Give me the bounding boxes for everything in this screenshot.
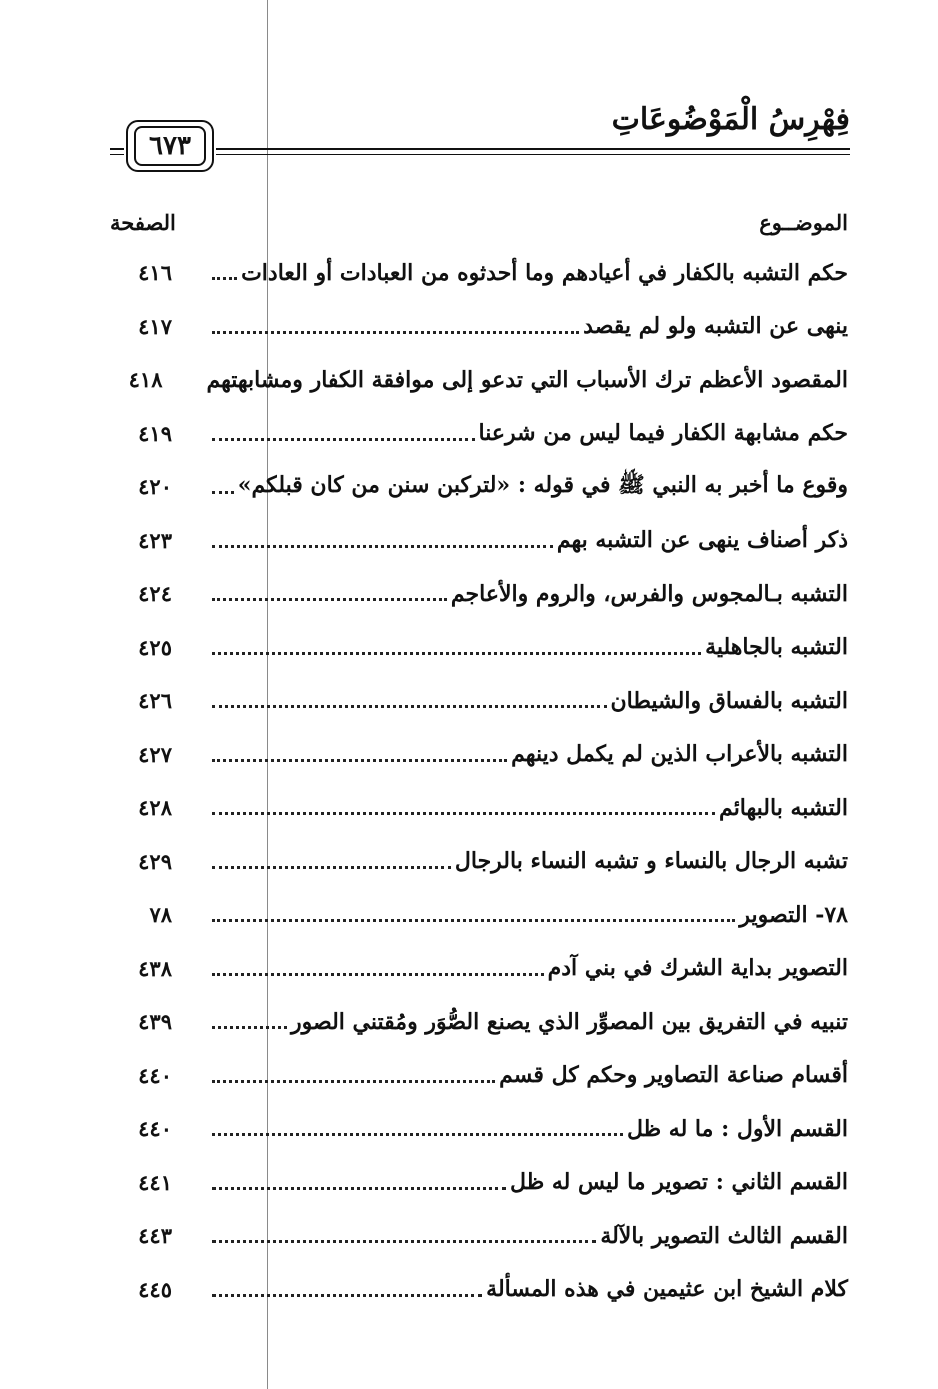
toc-entry[interactable]	[110, 1156, 848, 1210]
toc-entry-title: تنبيه في التفريق بين المصوِّر الذي يصنع الصُّوَر ومُقتني الصور	[291, 1008, 848, 1035]
toc-entry-title: التشبه بـالمجوس والفرس، والروم والأعاجم	[450, 580, 848, 607]
dot-leader	[212, 277, 237, 280]
dot-leader	[212, 652, 701, 655]
toc-entry-title: القسم الثالث التصوير بالآلة	[600, 1222, 848, 1249]
toc-entry-title: التشبه بالأعراب الذين لم يكمل دينهم	[511, 741, 848, 768]
dot-leader	[212, 1294, 482, 1297]
dot-leader	[212, 759, 507, 762]
toc-entry[interactable]	[110, 1209, 848, 1263]
toc-entry[interactable]	[110, 1263, 848, 1317]
toc-entry[interactable]	[110, 621, 848, 675]
toc-entry-page: ٤٢٨	[138, 795, 172, 821]
dot-leader	[212, 331, 579, 334]
toc-entry[interactable]	[110, 407, 848, 461]
toc-entry-page: ٤٤٥	[138, 1276, 172, 1302]
toc-entry[interactable]	[110, 353, 848, 407]
toc-entry[interactable]	[110, 1049, 848, 1103]
toc-entry[interactable]	[110, 942, 848, 996]
toc-entry-page: ٤١٧	[138, 313, 172, 339]
toc-entry-title: كلام الشيخ ابن عثيمين في هذه المسألة	[486, 1276, 848, 1303]
toc-entry-page: ٤٢٣	[138, 527, 172, 553]
toc-entry-page: ٤٢٤	[138, 581, 172, 607]
toc-entry-page: ٤٢٥	[138, 634, 172, 660]
toc-entry-title: تشبه الرجال بالنساء و تشبه النساء بالرجال	[454, 848, 848, 875]
page-column-header: الصفحة	[110, 210, 176, 235]
dot-leader	[212, 1240, 596, 1243]
page-number-frame	[126, 120, 214, 172]
toc-entry-title: أقسام صناعة التصاوير وحكم كل قسم	[499, 1062, 848, 1089]
dot-leader	[212, 598, 447, 601]
dot-leader	[212, 491, 234, 494]
toc-entry-title: ينهى عن التشبه ولو لم يقصد	[583, 313, 848, 340]
toc-entry-title: التشبه بالجاهلية	[705, 634, 848, 661]
table-of-contents	[110, 246, 848, 1316]
toc-entry[interactable]	[110, 300, 848, 354]
dot-leader	[212, 1133, 623, 1136]
toc-entry[interactable]	[110, 1102, 848, 1156]
toc-entry-title: التصوير بداية الشرك في بني آدم	[547, 955, 848, 982]
page-number: ٦٧٣	[134, 126, 206, 166]
toc-entry-page: ٤٤٠	[138, 1062, 172, 1088]
column-headers	[110, 210, 848, 244]
toc-entry-title: التشبه بالفساق والشيطان	[610, 687, 848, 714]
toc-entry-title: ذكر أصناف ينهى عن التشبه بهم	[556, 527, 848, 554]
toc-entry-page: ٤١٦	[138, 260, 172, 286]
dot-leader	[212, 919, 735, 922]
toc-entry-page: ٤٤٠	[138, 1116, 172, 1142]
toc-entry-page: ٧٨	[149, 902, 172, 928]
page-header	[110, 100, 850, 190]
dot-leader	[212, 1080, 495, 1083]
page-title: فِهْرِسُ الْمَوْضُوعَاتِ	[611, 102, 850, 137]
toc-entry-page: ٤٤٣	[138, 1223, 172, 1249]
toc-entry-page: ٤٢٠	[138, 474, 172, 500]
toc-entry-page: ٤٤١	[138, 1169, 172, 1195]
toc-entry-page: ٤٢٦	[138, 688, 172, 714]
toc-entry-title: ٧٨- التصوير	[739, 901, 848, 928]
dot-leader	[212, 438, 475, 441]
toc-entry-title: حكم التشبه بالكفار في أعيادهم وما أحدثوه من العبادات أو العادات	[241, 259, 848, 286]
toc-entry-page: ٤١٩	[138, 420, 172, 446]
toc-entry[interactable]	[110, 514, 848, 568]
toc-entry[interactable]	[110, 246, 848, 300]
toc-entry-title: وقوع ما أخبر به النبي ﷺ في قوله : «لتركبن سنن من كان قبلكم»	[237, 471, 848, 498]
toc-entry-title: حكم مشابهة الكفار فيما ليس من شرعنا	[478, 420, 848, 447]
toc-entry-page: ٤٢٩	[138, 848, 172, 874]
dot-leader	[212, 1026, 287, 1029]
toc-entry-title: المقصود الأعظم ترك الأسباب التي تدعو إلى موافقة الكفار ومشابهتهم	[206, 366, 848, 393]
toc-entry[interactable]	[110, 995, 848, 1049]
toc-entry-title: القسم الأول : ما له ظل	[626, 1115, 848, 1142]
topic-column-header: الموضــوع	[759, 210, 848, 235]
toc-entry[interactable]	[110, 674, 848, 728]
toc-entry-title: التشبه بالبهائم	[719, 794, 848, 821]
header-rule	[216, 148, 850, 155]
toc-entry[interactable]	[110, 567, 848, 621]
toc-entry[interactable]	[110, 888, 848, 942]
dot-leader	[212, 1187, 506, 1190]
toc-entry-page: ٤٣٩	[138, 1009, 172, 1035]
toc-entry[interactable]	[110, 460, 848, 514]
toc-entry-page: ٤٢٧	[138, 741, 172, 767]
dot-leader	[212, 866, 451, 869]
toc-entry-page: ٤١٨	[128, 367, 163, 393]
dot-leader	[212, 545, 553, 548]
dot-leader	[212, 812, 715, 815]
dot-leader	[212, 705, 607, 708]
toc-entry[interactable]	[110, 781, 848, 835]
toc-entry[interactable]	[110, 835, 848, 889]
dot-leader	[212, 973, 544, 976]
header-rule-left	[110, 148, 124, 155]
toc-entry[interactable]	[110, 728, 848, 782]
toc-entry-title: القسم الثاني : تصوير ما ليس له ظل	[510, 1169, 848, 1196]
toc-entry-page: ٤٣٨	[138, 955, 172, 981]
